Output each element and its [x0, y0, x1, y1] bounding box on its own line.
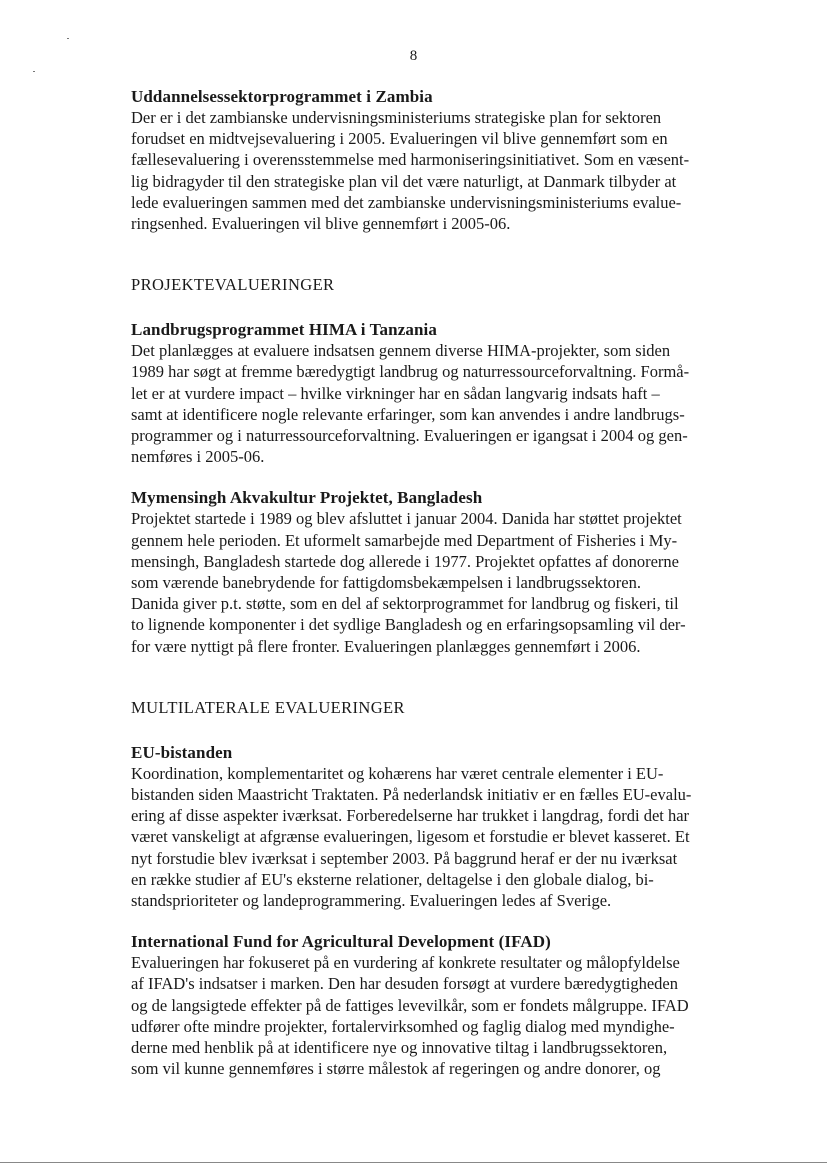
text-line: som værende banebrydende for fattigdomsbekæmpelsen i landbrugssektoren. — [131, 573, 642, 593]
paragraph — [131, 763, 721, 911]
heading-multilateral-evaluations: MULTILATERALE EVALUERINGER — [131, 697, 405, 717]
text-line: programmer og i naturressourceforvaltning. Evalueringen er igangsat i 2004 og gen- — [131, 426, 688, 446]
text-line: derne med henblik på at identificere nye og innovative tiltag i landbrugssektoren, — [131, 1038, 668, 1058]
text-line: 1989 har søgt at fremme bæredygtigt landbrug og naturressourceforvaltning. Formå- — [131, 362, 690, 382]
page-content — [131, 86, 721, 1080]
section-title: International Fund for Agricultural Development (IFAD) — [131, 932, 551, 952]
paragraph — [131, 340, 721, 467]
text-line: udfører ofte mindre projekter, fortalervirksomhed og faglig dialog med myndighe- — [131, 1016, 675, 1036]
text-line: Projektet startede i 1989 og blev afsluttet i januar 2004. Danida har støttet projektet — [131, 509, 682, 529]
text-line: let er at vurdere impact – hvilke virkninger har en sådan langvarig indsats haft – — [131, 383, 660, 403]
section-mymensingh — [131, 487, 721, 656]
text-line: for være nyttigt på flere fronter. Evalueringen planlægges gennemført i 2006. — [131, 636, 641, 656]
text-line: nyt forstudie blev iværksat i september 2003. På baggrund heraf er der nu iværksat — [131, 848, 678, 868]
text-line: lede evalueringen sammen med det zambianske undervisningsministeriums evalue- — [131, 192, 682, 212]
text-line: standsprioriteter og landeprogrammering. Evalueringen ledes af Sverige. — [131, 891, 612, 911]
section-hima-tanzania — [131, 319, 721, 467]
scan-speck — [33, 71, 35, 72]
text-line: nemføres i 2005-06. — [131, 447, 265, 467]
text-line: lig bidragyder til den strategiske plan vil det være naturligt, at Danmark tilbyder at — [131, 171, 677, 191]
section-title: Mymensingh Akvakultur Projektet, Bangladesh — [131, 488, 483, 508]
paragraph — [131, 952, 721, 1079]
text-line: to lignende komponenter i det sydlige Bangladesh og en erfaringsopsamling vil der- — [131, 615, 686, 635]
section-title: Uddannelsessektorprogrammet i Zambia — [131, 87, 433, 106]
text-line: en række studier af EU's eksterne relationer, deltagelse i den globale dialog, bi- — [131, 869, 654, 889]
text-line: Det planlægges at evaluere indsatsen gennem diverse HIMA-projekter, som siden — [131, 341, 671, 361]
text-line: ering af disse aspekter iværksat. Forberedelserne har trukket i langdrag, fordi det har — [131, 806, 690, 826]
text-line: bistanden siden Maastricht Traktaten. På nederlandsk initiativ er en fælles EU-evalu- — [131, 785, 692, 805]
text-line: forudset en midtvejsevaluering i 2005. Evalueringen vil blive gennemført som en — [131, 129, 668, 149]
paragraph — [131, 508, 721, 656]
section-ifad — [131, 931, 721, 1079]
text-line: og de langsigtede effekter på de fattiges levevilkår, som er fondets målgruppe. IFAD — [131, 995, 689, 1015]
text-line: ringsenhed. Evalueringen vil blive gennemført i 2005-06. — [131, 214, 511, 234]
heading-project-evaluations: PROJEKTEVALUERINGER — [131, 275, 335, 295]
paragraph — [131, 107, 721, 234]
section-zambia — [131, 86, 721, 234]
scan-speck — [67, 38, 69, 39]
text-line: mensingh, Bangladesh startede dog allerede i 1977. Projektet opfattes af donorerne — [131, 551, 679, 571]
text-line: samt at identificere nogle relevante erfaringer, som kan anvendes i andre landbrugs- — [131, 404, 685, 424]
section-eu-aid — [131, 742, 721, 911]
text-line: gennem hele perioden. Et uformelt samarbejde med Department of Fisheries i My- — [131, 530, 678, 550]
text-line: af IFAD's indsatser i marken. Den har desuden forsøgt at vurdere bæredygtigheden — [131, 974, 679, 994]
text-line: som vil kunne gennemføres i større målestok af regeringen og andre donorer, og — [131, 1059, 661, 1079]
text-line: Der er i det zambianske undervisningsministeriums strategiske plan for sektoren — [131, 108, 662, 127]
text-line: fællesevaluering i overensstemmelse med harmoniseringsinitiativet. Som en væsent- — [131, 150, 690, 170]
text-line: været vanskeligt at afgrænse evalueringen, ligesom et forstudie er blevet kasseret. Et — [131, 827, 690, 847]
text-line: Evalueringen har fokuseret på en vurdering af konkrete resultater og målopfyldelse — [131, 953, 680, 973]
page-bottom-edge — [0, 1162, 827, 1163]
section-title: EU-bistanden — [131, 742, 233, 762]
section-title: Landbrugsprogrammet HIMA i Tanzania — [131, 320, 437, 340]
text-line: Koordination, komplementaritet og kohærens har været centrale elementer i EU- — [131, 763, 664, 783]
text-line: Danida giver p.t. støtte, som en del af sektorprogrammet for landbrug og fiskeri, til — [131, 594, 679, 614]
page-number: 8 — [409, 48, 418, 64]
